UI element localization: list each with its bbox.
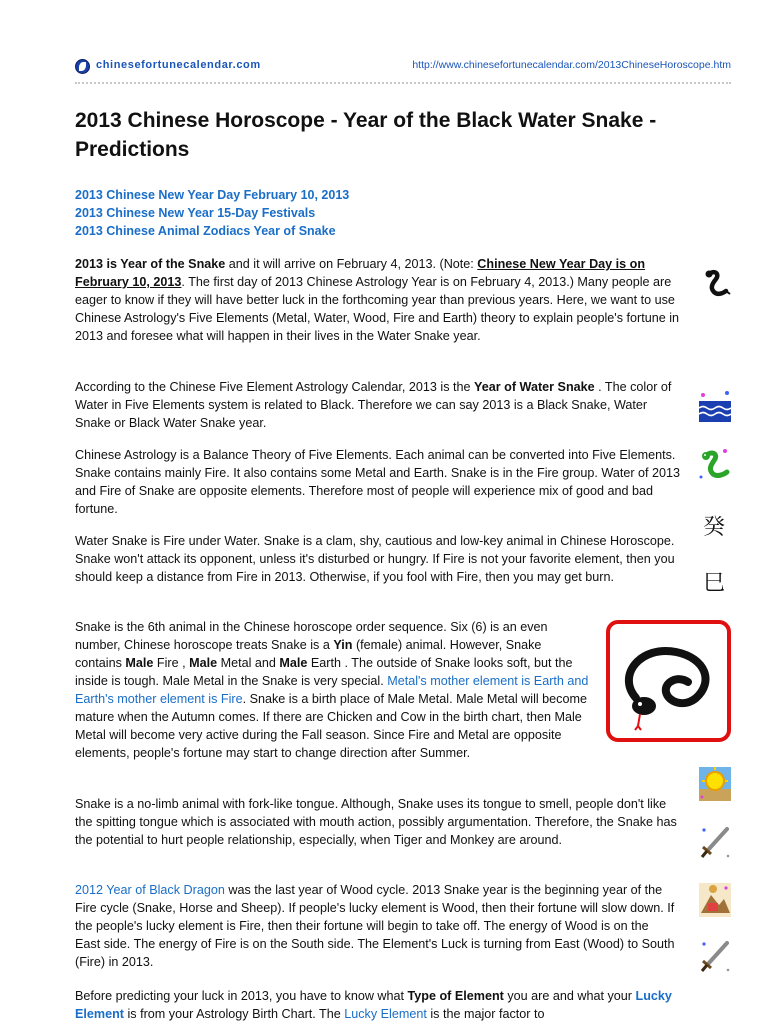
water-element-icon	[699, 390, 731, 422]
link-15-day-festivals[interactable]: 2013 Chinese New Year 15-Day Festivals	[75, 206, 316, 220]
paragraph-1: 2013 is Year of the Snake and it will arrive on February 4, 2013. (Note: Chinese New Year Day is on February 10, 2013. The first day of 2013 Chinese Astrology Year is on February 4, 2013.) Many people are eager to know if they will have better luck in the forthcoming year than previous years. Here, we want to use Chinese Astrology's Five Elements (Metal, Water, Wood, Fire and Earth) theory to explain people's fortune in 2013 and foresee what will happen in their lives in the Water Snake year.	[75, 257, 680, 343]
sword-metal-icon-2	[699, 940, 731, 974]
header-divider	[75, 82, 731, 84]
page-header	[75, 58, 731, 76]
earth-mountain-icon	[699, 883, 731, 917]
link-metal-mother-element[interactable]: Metal's mother element is Earth and Earth's mother element is Fire	[75, 674, 589, 706]
link-2012-black-dragon[interactable]: 2012 Year of Black Dragon	[75, 883, 225, 897]
snake-branch-character: 巳	[703, 571, 726, 596]
link-lucky-element-2[interactable]: Lucky Element	[344, 1007, 427, 1021]
paragraph-5: Snake is the 6th animal in the Chinese horoscope order sequence. Six (6) is an even number, Chinese horoscope treats Snake is a Yin (female) animal. However, Snake contains Male Fire , Male Metal and Male Earth . The outside of Snake looks soft, but the inside is tough. Male Metal in the Snake is very special. Metal's mother element is Earth and Earth's mother element is Fire. Snake is a birth place of Male Metal. Male Metal will become mature when the Autumn comes. If there are Chicken and Cow in the birth chart, then Male Metal will become very active during the Fall season. Since Fire and Metal are opposite elements, people's fortune may start to change direction after Summer.	[75, 620, 589, 760]
green-snake-icon	[698, 447, 732, 481]
snake-stem-character: 癸	[703, 515, 726, 540]
sun-fire-icon	[699, 767, 731, 801]
sword-metal-icon	[699, 826, 731, 860]
site-logo-icon	[75, 59, 90, 74]
paragraph-4: Water Snake is Fire under Water. Snake is a clam, shy, cautious and low-key animal in Chinese Horoscope. Snake won't attack its opponent, unless it's disturbed or hungry. If Fire is not your favorite element, then you should keep a distance from Fire in 2013. Otherwise, if you fool with Fire, then you may get burn.	[75, 534, 675, 584]
paragraph-8: Before predicting your luck in 2013, you have to know what Type of Element you are and what your Lucky Element is from your Astrology Birth Chart. The Lucky Element is the major factor to	[75, 989, 672, 1021]
page-url[interactable]: http://www.chinesefortunecalendar.com/2013ChineseHoroscope.htm	[412, 59, 731, 71]
site-name[interactable]: chinesefortunecalendar.com	[96, 59, 261, 71]
related-links	[75, 186, 349, 240]
link-new-year-day[interactable]: 2013 Chinese New Year Day February 10, 2013	[75, 188, 350, 202]
page-title: 2013 Chinese Horoscope - Year of the Black Water Snake - Predictions	[75, 109, 657, 161]
paragraph-2: According to the Chinese Five Element Astrology Calendar, 2013 is the Year of Water Snake . The color of Water in Five Elements system is related to Black. Therefore we can say 2013 is a Black Snake, Water Snake or Black Water Snake year.	[75, 380, 672, 430]
snake-character-icon	[606, 620, 731, 742]
paragraph-3: Chinese Astrology is a Balance Theory of Five Elements. Each animal can be converted into Five Elements. Snake contains mainly Fire. It also contains some Metal and Earth. Snake is in the Fire group. Water of 2013 and Fire of Snake are opposite elements. Therefore most of people will experience mix of good and bad fortune.	[75, 448, 681, 516]
snake-icon	[700, 267, 732, 299]
link-lucky-element[interactable]: Lucky Element	[75, 989, 672, 1021]
link-animal-zodiacs[interactable]: 2013 Chinese Animal Zodiacs Year of Snake	[75, 224, 336, 238]
paragraph-6: Snake is a no-limb animal with fork-like tongue. Although, Snake uses its tongue to smell, people don't like the spitting tongue which is associated with mouth action, possibly argumentation. Therefore, the Snake has the potential to hurt people relationship, especially, when Tiger and Monkey are around.	[75, 797, 677, 847]
paragraph-7: 2012 Year of Black Dragon was the last year of Wood cycle. 2013 Snake year is the beginning year of the Fire cycle (Snake, Horse and Sheep). If people's lucky element is Wood, then their fortune will slow down. If the people's lucky element is Fire, then their fortune will begin to take off. The energy of Wood is on the East side. The energy of Fire is on the South side. The Element's Luck is turning from East (Wood) to South (Fire) in 2013.	[75, 883, 675, 969]
link-chinese-new-year-day[interactable]: Chinese New Year Day is on February 10, 2013	[75, 257, 646, 289]
